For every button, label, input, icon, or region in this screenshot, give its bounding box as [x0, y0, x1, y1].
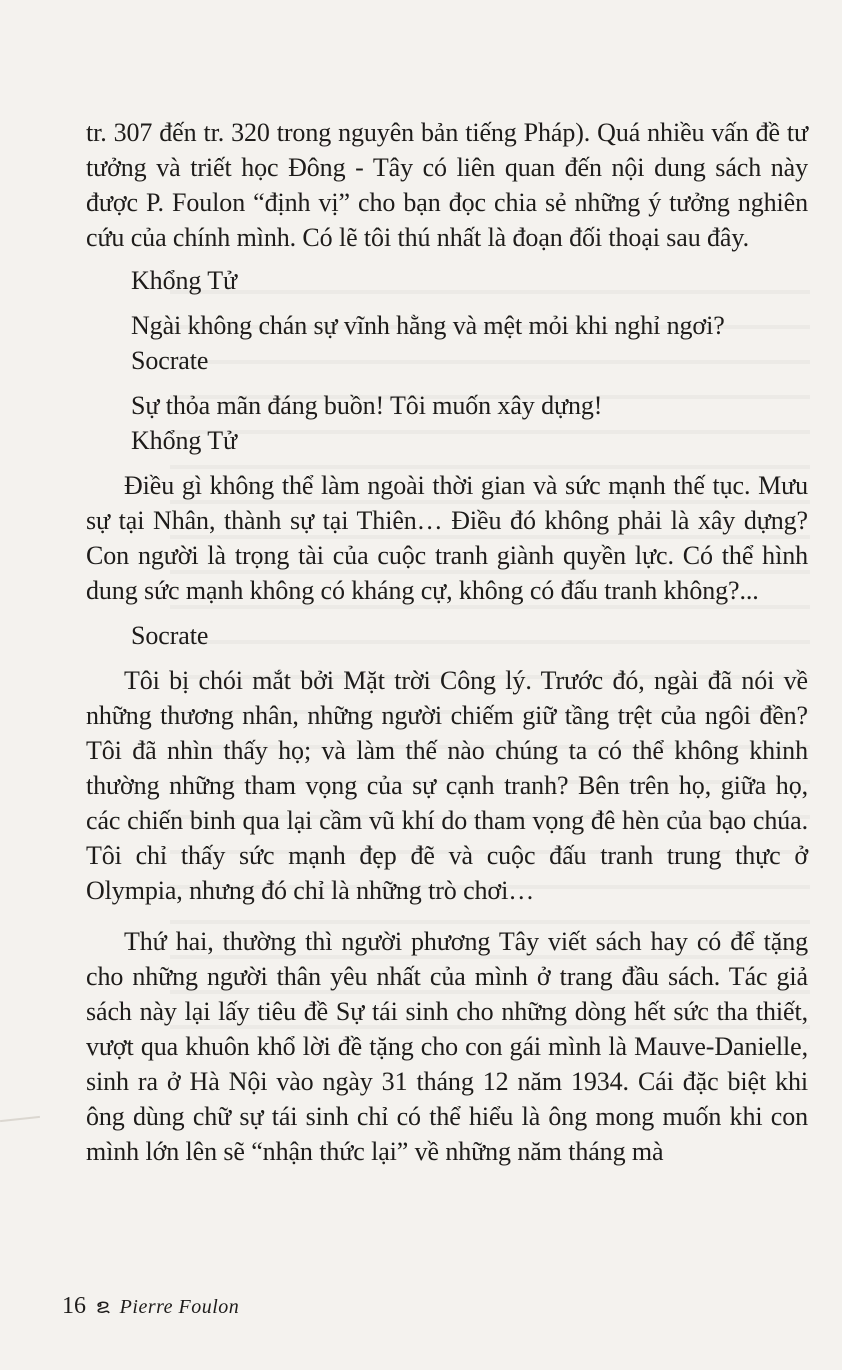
dialogue-line-2: Sự thỏa mãn đáng buồn! Tôi muốn xây dựng! — [131, 391, 603, 420]
body-text — [86, 115, 808, 1169]
speaker-socrate-2: Socrate — [131, 621, 209, 650]
speaker-khong-tu-1: Khổng Tử — [131, 266, 237, 295]
dialogue-line-1: Ngài không chán sự vĩnh hằng và mệt mỏi khi nghỉ ngơi? — [131, 311, 725, 340]
page-crease-mark — [0, 1116, 40, 1122]
dialogue-paragraph-khong-tu: Điều gì không thể làm ngoài thời gian và sức mạnh thế tục. Mưu sự tại Nhân, thành sự tại Thiên… Điều đó không phải là xây dựng? Con người là trọng tài của cuộc tranh giành quyền lực. Có thể hình dung sức mạnh không có kháng cự, không có đấu tranh không?... — [86, 471, 808, 605]
paragraph-second-point: Thứ hai, thường thì người phương Tây viết sách hay có để tặng cho những người thân yêu nhất của mình ở trang đầu sách. Tác giả sách này lại lấy tiêu đề Sự tái sinh cho những dòng hết sức tha thiết, vượt qua khuôn khổ lời đề tặng cho con gái mình là Mauve-Danielle, sinh ra ở Hà Nội vào ngày 31 tháng 12 năm 1934. Cái đặc biệt khi ông dùng chữ sự tái sinh chỉ có thể hiểu là ông mong muốn khi con mình lớn lên sẽ “nhận thức lại” về những năm tháng mà — [86, 927, 808, 1166]
page-number: 16 — [62, 1293, 86, 1319]
paragraph-intro: tr. 307 đến tr. 320 trong nguyên bản tiếng Pháp). Quá nhiều vấn đề tư tưởng và triết học Đông - Tây có liên quan đến nội dung sách này được P. Foulon “định vị” cho bạn đọc chia sẻ những ý tưởng nghiên cứu của chính mình. Có lẽ tôi thú nhất là đoạn đối thoại sau đây. — [86, 118, 808, 252]
ornament-glyph: ຂ — [96, 1296, 110, 1318]
speaker-socrate-1: Socrate — [131, 346, 209, 375]
page-footer — [62, 1290, 239, 1323]
dialogue-paragraph-socrate: Tôi bị chói mắt bởi Mặt trời Công lý. Trước đó, ngài đã nói về những thương nhân, những người chiếm giữ tầng trệt của ngôi đền? Tôi đã nhìn thấy họ; và làm thế nào chúng ta có thể không khinh thường những tham vọng của sự cạnh tranh? Bên trên họ, giữa họ, các chiến binh qua lại cầm vũ khí do tham vọng đê hèn của bạo chúa. Tôi chỉ thấy sức mạnh đẹp đẽ và cuộc đấu tranh trung thực ở Olympia, nhưng đó chỉ là những trò chơi… — [86, 666, 808, 905]
speaker-khong-tu-2: Khổng Tử — [131, 426, 237, 455]
running-author: Pierre Foulon — [119, 1296, 240, 1318]
